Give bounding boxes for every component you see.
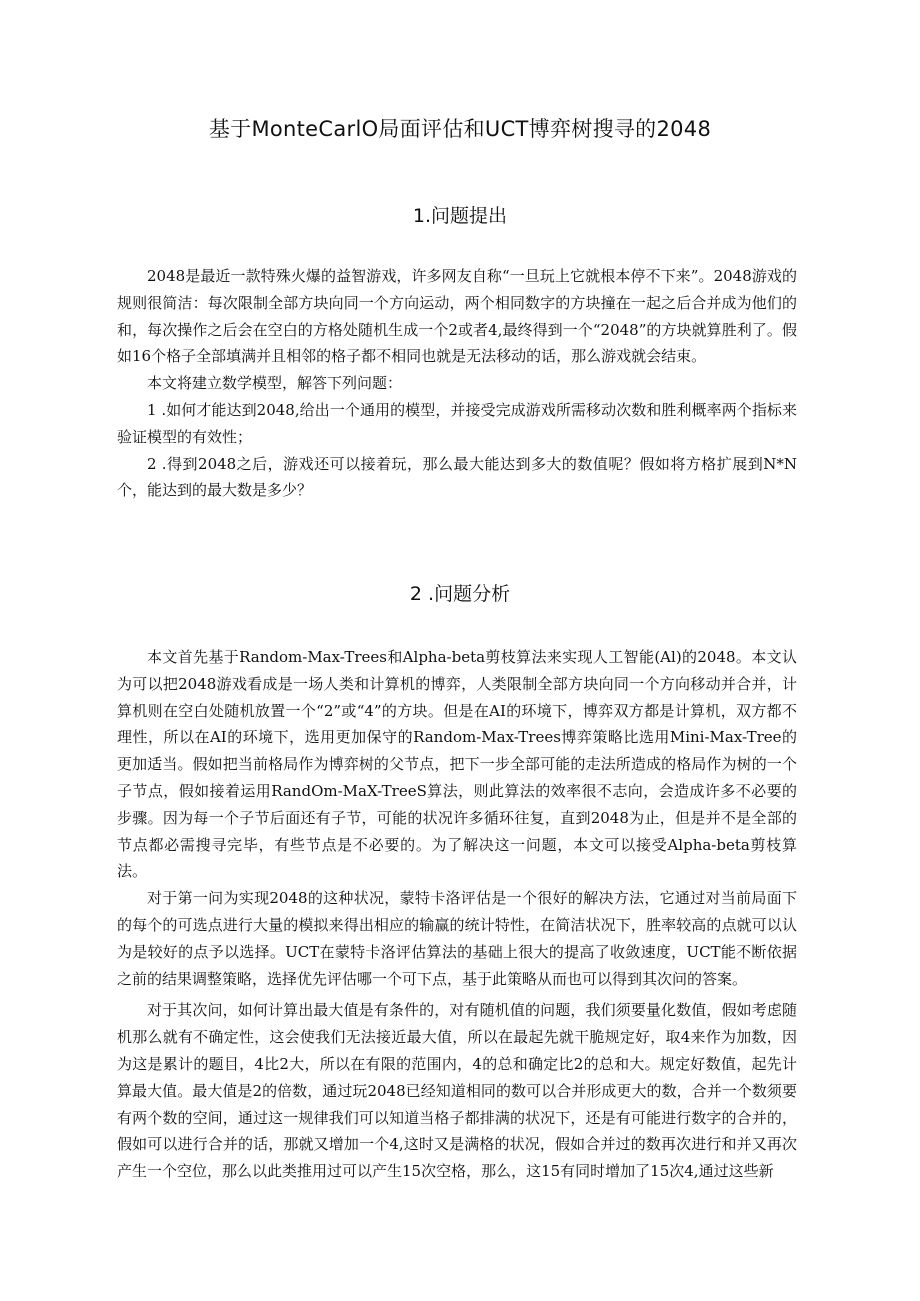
section-1-question-1: 1 .如何才能达到2048,给出一个通用的模型，并接受完成游戏所需移动次数和胜利概率两个指标来验证模型的有效性； [117,400,797,446]
section-1-heading: 1.问题提出 [412,205,508,227]
section-1-paragraph-2: 本文将建立数学模型，解答下列问题： [147,374,403,393]
section-2-paragraph-2: 对于第一问为实现2048的这种状况，蒙特卡洛评估是一个很好的解决方法，它通过对当前局面下的每个的可选点进行大量的模拟来得出相应的输赢的统计特性，在简洁状况下，胜率较高的点就可以认为是较好的点予以选择。UCT在蒙特卡洛评估算法的基础上很大的提高了收敛速度，UCT能不断依据之前的结果调整策略，选择优先评估哪一个可下点，基于此策略从而也可以得到其次问的答案。 [117,889,797,988]
section-2-body [117,644,797,1185]
document-title: 基于MonteCarlO局面评估和UCT博弈树搜寻的2048 [208,117,712,141]
section-2-paragraph-1: 本文首先基于Random-Max-Trees和Alpha-beta剪枝算法来实现人工智能(Al)的2048。本文认为可以把2048游戏看成是一场人类和计算机的博弈，人类限制全部方块向同一个方向移动并合并，计算机则在空白处随机放置一个“2”或“4”的方块。但是在AI的环境下，博弈双方都是计算机，双方都不理性，所以在AI的环境下，选用更加保守的Random-Max-Trees博弈策略比选用Mini-Max-Tree的更加适当。假如把当前格局作为博弈树的父节点，把下一步全部可能的走法所造成的格局作为树的一个子节点，假如接着运用RandOm-MaX-TreeS算法，则此算法的效率很不志向，会造成许多不必要的步骤。因为每一个子节后面还有子节，可能的状况许多循环往复，直到2048为止，但是并不是全部的节点都必需搜寻完毕，有些节点是不必要的。为了解决这一问题，本文可以接受Alpha-beta剪枝算法。 [117,648,797,881]
section-1-question-2: 2 .得到2048之后，游戏还可以接着玩，那么最大能达到多大的数值呢？假如将方格扩展到N*N个，能达到的最大数是多少？ [117,454,797,500]
section-1-body [117,263,797,504]
section-2-heading: 2 .问题分析 [409,583,511,605]
section-1-paragraph-1: 2048是最近一款特殊火爆的益智游戏，许多网友自称“一旦玩上它就根本停不下来”。2048游戏的规则很简洁：每次限制全部方块向同一个方向运动，两个相同数字的方块撞在一起之后合并成为他们的和，每次操作之后会在空白的方格处随机生成一个2或者4,最终得到一个“2048”的方块就算胜利了。假如16个格子全部填满并且相邻的格子都不相同也就是无法移动的话，那么游戏就会结束。 [117,267,797,366]
section-2-paragraph-3: 对于其次问，如何计算出最大值是有条件的，对有随机值的问题，我们须要量化数值，假如考虑随机那么就有不确定性，这会使我们无法接近最大值，所以在最起先就干脆规定好，取4来作为加数，因为这是累计的题目，4比2大，所以在有限的范围内，4的总和确定比2的总和大。规定好数值，起先计算最大值。最大值是2的倍数，通过玩2048已经知道相同的数可以合并形成更大的数，合并一个数须要有两个数的空间，通过这一规律我们可以知道当格子都排满的状况下，还是有可能进行数字的合并的，假如可以进行合并的话，那就又增加一个4,这时又是满格的状况，假如合并过的数再次进行和并又再次产生一个空位，那么以此类推用过可以产生15次空格，那么，这15有同时增加了15次4,通过这些新 [117,1001,797,1181]
